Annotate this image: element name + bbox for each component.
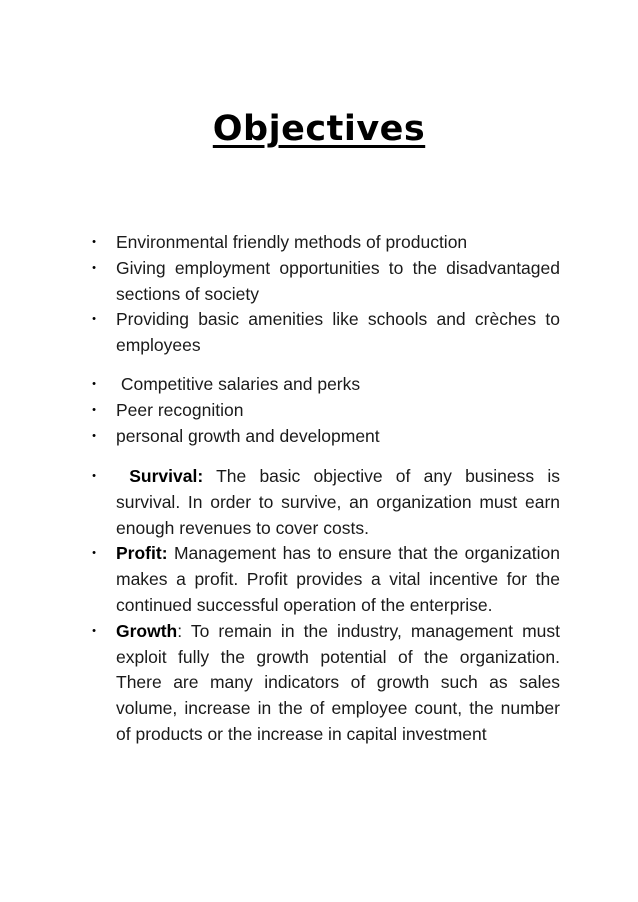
- objective-description: : To remain in the industry, management must exploit fully the growth potential of the organization. There are many indicators of growth such as sales volume, increase in the of employee count, the number of products or the increase in capital investment: [116, 620, 560, 744]
- bullet-icon: •: [92, 624, 96, 637]
- list-item-text: Environmental friendly methods of production: [116, 232, 468, 252]
- list-item: [90, 619, 560, 748]
- bullet-icon: •: [92, 261, 96, 274]
- bullet-icon: •: [92, 470, 96, 482]
- csr-objectives-list: [90, 230, 560, 359]
- objective-description: The basic objective of any business is survival. In order to survive, an organization must earn enough revenues to cover costs.: [116, 466, 560, 538]
- page-title: Objectives: [212, 109, 426, 150]
- list-item: [90, 464, 560, 541]
- objective-description: Management has to ensure that the organization makes a profit. Profit provides a vital incentive for the continued successful operation of the enterprise.: [116, 543, 560, 615]
- objective-term: Growth: [116, 620, 178, 641]
- objective-term: Profit:: [116, 543, 168, 564]
- list-item-text: Competitive salaries and perks: [116, 374, 361, 394]
- list-item-text: Giving employment opportunities to the disadvantaged sections of society: [116, 257, 560, 304]
- list-item: [90, 230, 560, 256]
- bullet-icon: •: [92, 429, 96, 442]
- list-item: [90, 307, 560, 359]
- business-objectives-list: [90, 464, 560, 748]
- bullet-icon: •: [92, 236, 96, 248]
- employee-objectives-list: [90, 372, 560, 449]
- list-item: [90, 424, 560, 450]
- bullet-icon: •: [92, 313, 96, 326]
- list-item-text: personal growth and development: [116, 425, 380, 446]
- list-item: [90, 372, 560, 398]
- list-item: [90, 398, 560, 424]
- bullet-icon: •: [92, 403, 96, 416]
- list-item-text: Providing basic amenities like schools and crèches to employees: [116, 309, 560, 356]
- list-item: [90, 256, 560, 308]
- bullet-icon: •: [92, 547, 96, 560]
- bullet-icon: •: [92, 378, 96, 390]
- objective-term: Survival:: [116, 466, 204, 486]
- list-item-text: Peer recognition: [116, 399, 244, 420]
- list-item: [90, 541, 560, 618]
